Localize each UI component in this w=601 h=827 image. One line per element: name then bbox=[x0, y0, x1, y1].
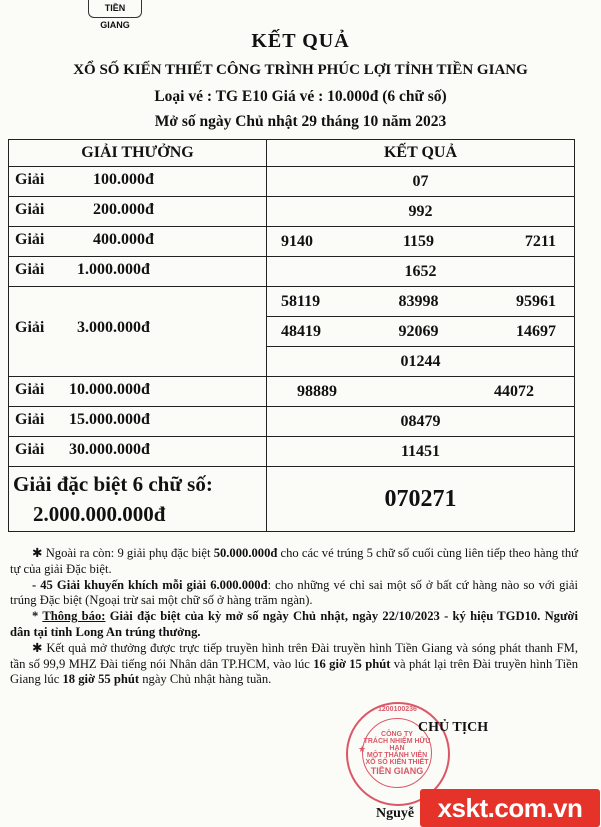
header-prize: GIẢI THƯỞNG bbox=[9, 140, 267, 167]
result-number: 1652 bbox=[404, 262, 437, 280]
result-number: 14697 bbox=[516, 322, 557, 340]
seal-inner: CÔNG TY TRÁCH NHIỆM HỮU HẠN MỘT THÀNH VIÊN XỔ SỐ KIẾN THIẾT TIỀN GIANG bbox=[362, 718, 432, 788]
prize-cell bbox=[9, 257, 267, 287]
prize-cell bbox=[9, 407, 267, 437]
prize-cell bbox=[9, 377, 267, 407]
prize-amount: 100.000đ bbox=[93, 171, 154, 188]
prize-amount: 30.000.000đ bbox=[69, 441, 150, 458]
prize-cell bbox=[9, 167, 267, 197]
result-cell bbox=[267, 197, 575, 227]
result-number: 98889 bbox=[297, 382, 337, 400]
result-number: 7211 bbox=[524, 232, 557, 250]
special-prize-label: Giải đặc biệt 6 chữ số: bbox=[13, 472, 213, 496]
result-number: 9140 bbox=[281, 232, 313, 250]
table-row bbox=[9, 377, 575, 407]
organization-name: XỔ SỐ KIẾN THIẾT CÔNG TRÌNH PHÚC LỢI TỈNH TIỀN GIANG bbox=[73, 62, 528, 78]
table-row bbox=[9, 437, 575, 467]
site-watermark: xskt.com.vn bbox=[420, 789, 600, 827]
prize-word: Giải bbox=[15, 201, 45, 218]
result-cell bbox=[267, 407, 575, 437]
table-row bbox=[9, 197, 575, 227]
prize-amount: 3.000.000đ bbox=[77, 319, 150, 336]
table-row bbox=[9, 167, 575, 197]
table-row-special bbox=[9, 467, 575, 532]
ticket-info: Loại vé : TG E10 Giá vé : 10.000đ (6 chữ số) bbox=[154, 88, 447, 105]
result-cell bbox=[267, 437, 575, 467]
page-title: KẾT QUẢ bbox=[251, 30, 350, 52]
table-row bbox=[9, 257, 575, 287]
prize-cell bbox=[9, 287, 267, 377]
signature-title: CHỦ TỊCH bbox=[418, 720, 489, 735]
note-announcement: * Thông báo: Giải đặc biệt của kỳ mở số ngày Chủ nhật, ngày 22/10/2023 - ký hiệu TGD10. Người dân tại tỉnh Long An trúng thưởng. bbox=[10, 609, 579, 639]
result-cell bbox=[267, 227, 575, 257]
result-number: 48419 bbox=[281, 322, 321, 340]
table-row bbox=[9, 227, 575, 257]
result-cell bbox=[267, 167, 575, 197]
star-icon: ★ bbox=[358, 744, 367, 754]
note-consolation: - 45 Giải khuyến khích mỗi giải 6.000.000đ: cho những vé chỉ sai một số ở bất cứ hàng nào so với giải trúng Đặc biệt (Ngoại trừ sai một chữ số ở hàng trăm ngàn). bbox=[10, 577, 578, 608]
result-number: 07 bbox=[412, 172, 429, 190]
prize-word: Giải bbox=[15, 381, 45, 398]
result-cell bbox=[267, 377, 575, 407]
prize-amount: 400.000đ bbox=[93, 231, 154, 248]
prize-amount: 1.000.000đ bbox=[77, 261, 150, 278]
result-number: 11451 bbox=[400, 442, 441, 460]
table-row bbox=[9, 287, 575, 377]
prize-word: Giải bbox=[15, 319, 45, 336]
result-number: 08479 bbox=[400, 412, 441, 430]
table-header bbox=[9, 140, 575, 167]
result-number: 1159 bbox=[402, 232, 435, 250]
result-number: 95961 bbox=[516, 292, 557, 310]
prize-word: Giải bbox=[15, 441, 45, 458]
prize-amount: 10.000.000đ bbox=[69, 381, 150, 398]
seal-code: 1200100236 bbox=[378, 706, 417, 713]
draw-date: Mở số ngày Chủ nhật 29 tháng 10 năm 2023 bbox=[154, 113, 447, 130]
prize-amount: 200.000đ bbox=[93, 201, 154, 218]
note-broadcast: ✱ Kết quả mở thưởng được trực tiếp truyền hình trên Đài truyền hình Tiền Giang và sóng phát thanh FM, tần số 99,9 MHZ Đài tiếng nói Nhân dân TP.HCM, vào lúc 16 giờ 15 phút và phát lại trên Đài truyền hình Tiền Giang lúc 18 giờ 55 phút ngày Chủ nhật hàng tuần. bbox=[10, 640, 578, 687]
notes bbox=[10, 546, 578, 688]
result-number: 992 bbox=[408, 202, 433, 220]
result-number: 58119 bbox=[281, 292, 321, 310]
result-number: 44072 bbox=[494, 382, 534, 400]
special-number: 070271 bbox=[267, 467, 575, 532]
prize-amount: 15.000.000đ bbox=[69, 411, 150, 428]
note-extra-prizes: ✱ Ngoài ra còn: 9 giải phụ đặc biệt 50.000.000đ cho các vé trúng 5 chữ số cuối cùng liên tiếp theo hàng thứ tự của giải Đặc biệt. bbox=[10, 546, 578, 576]
prize-cell bbox=[9, 197, 267, 227]
special-prize-cell bbox=[9, 467, 267, 532]
result-cell bbox=[267, 287, 575, 377]
logo-banner: TIỀN GIANG bbox=[88, 0, 142, 18]
result-number: 01244 bbox=[400, 352, 441, 370]
prize-cell bbox=[9, 227, 267, 257]
results-table bbox=[8, 139, 575, 532]
prize-word: Giải bbox=[15, 171, 45, 188]
prize-cell bbox=[9, 437, 267, 467]
result-cell bbox=[267, 257, 575, 287]
prize-word: Giải bbox=[15, 261, 45, 278]
result-number: 83998 bbox=[398, 292, 439, 310]
table-row bbox=[9, 407, 575, 437]
header-result: KẾT QUẢ bbox=[267, 140, 575, 167]
prize-word: Giải bbox=[15, 231, 45, 248]
signature-name: Nguyễ bbox=[376, 806, 415, 821]
special-prize-amount: 2.000.000.000đ bbox=[33, 502, 166, 526]
result-number: 92069 bbox=[398, 322, 439, 340]
prize-word: Giải bbox=[15, 411, 45, 428]
